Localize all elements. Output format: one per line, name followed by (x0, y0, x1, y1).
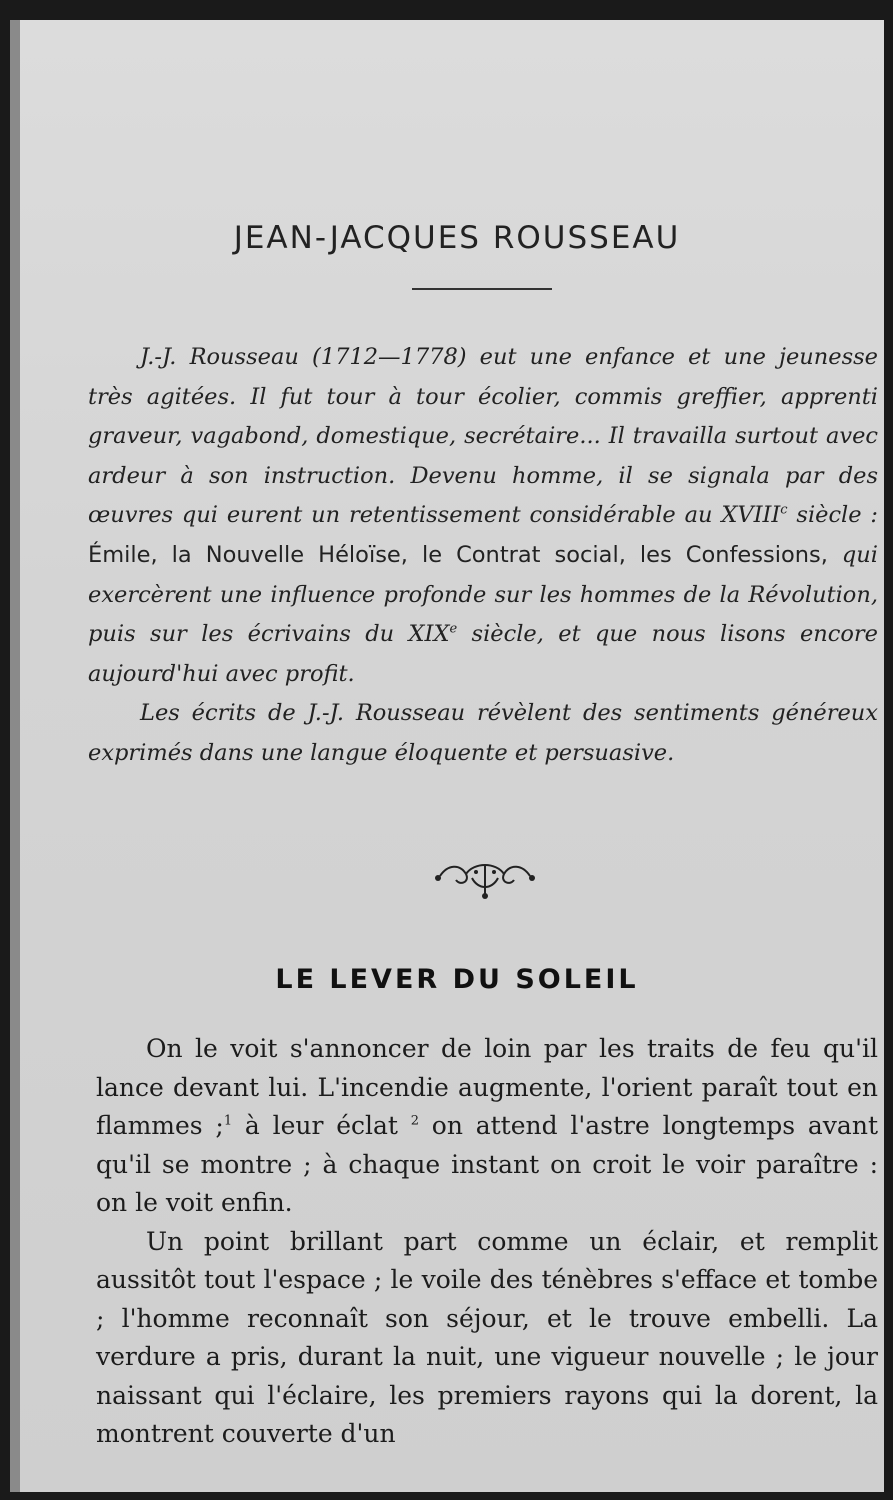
book-page (10, 20, 884, 1492)
bio-text: qui exercèrent une influence profonde sur les hommes de la Révolution, puis sur les écrivains du XIX (88, 541, 878, 648)
biography-paragraph (88, 338, 878, 694)
superscript: e (449, 621, 458, 637)
prose-text: on attend l'astre longtemps avant qu'il se montre ; à chaque instant on croit le voir paraître : on le voit enfin. (96, 1111, 878, 1217)
ornament-icon (430, 856, 540, 900)
superscript: c (780, 502, 788, 518)
page-title: JEAN-JACQUES ROUSSEAU (233, 220, 681, 256)
biography-block (88, 338, 878, 774)
bio-text: J.-J. Rousseau (1712—1778) eut une enfance et une jeunesse très agitées. Il fut tour à tour écolier, commis greffier, apprenti graveur, vagabond, domestique, secrétaire... Il travailla surtout avec ardeur à son instruction. Devenu homme, il se signala par des œuvres qui eurent un retentissement considérable au XVIII (88, 344, 878, 529)
biography-paragraph: Les écrits de J.-J. Rousseau révèlent des sentiments généreux exprimés dans une langue éloquente et persuasive. (88, 700, 878, 766)
prose-text: On le voit s'annoncer de loin par les traits de feu qu'il lance devant lui. L'incendie augmente, l'orient paraît tout en flammes ; (96, 1034, 878, 1140)
bio-text: siècle : (787, 502, 878, 529)
section-title: LE LEVER DU SOLEIL (275, 964, 639, 995)
prose-paragraph (96, 1030, 878, 1223)
bio-text: siècle, et que nous lisons encore aujourd'hui avec profit. (88, 621, 878, 687)
footnote-marker: 1 (223, 1113, 233, 1129)
prose-text: à leur éclat (232, 1111, 411, 1140)
title-rule (412, 288, 552, 290)
works-list: Émile, la Nouvelle Héloïse, le Contrat social, les Confessions, (88, 541, 828, 568)
prose-paragraph: Un point brillant part comme un éclair, et remplit aussitôt tout l'espace ; le voile des ténèbres s'efface et tombe ; l'homme reconnaît son séjour, et le trouve embelli. La verdure a pris, durant la nuit, une vigueur nouvelle ; le jour naissant qui l'éclaire, les premiers rayons qui la dorent, la montrent couverte d'un (96, 1226, 878, 1448)
footnote-marker: 2 (410, 1113, 420, 1129)
prose-block (96, 1030, 878, 1454)
